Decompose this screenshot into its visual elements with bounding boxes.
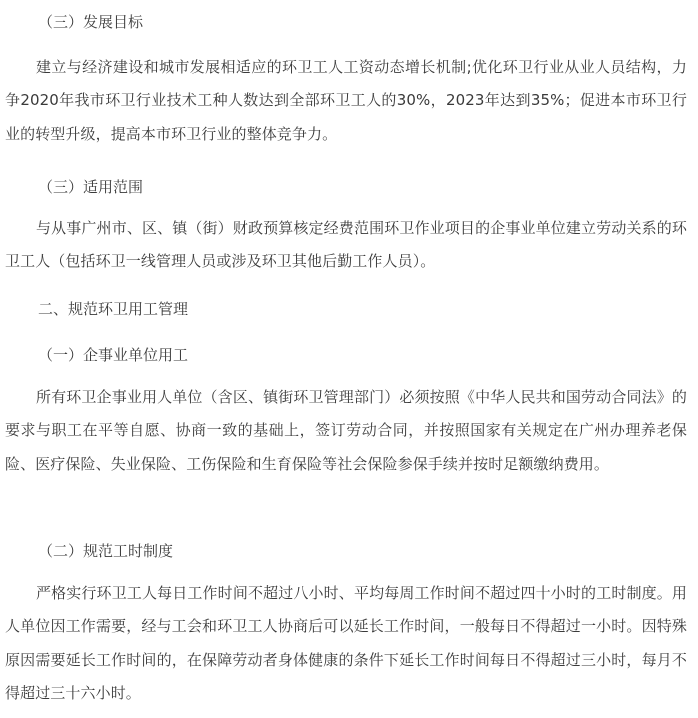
paragraph-scope: 与从事广州市、区、镇（街）财政预算核定经费范围环卫作业项目的企事业单位建立劳动关系的环卫工人（包括环卫一线管理人员或涉及环卫其他后勤工作人员）。	[5, 219, 687, 271]
paragraph-development-goals: 建立与经济建设和城市发展相适应的环卫工人工资动态增长机制;优化环卫行业从业人员结构，力争2020年我市环卫行业技术工种人数达到全部环卫工人的30%，2023年达到35%；促进本市环卫行业的转型升级，提高本市环卫行业的整体竞争力。	[5, 58, 687, 143]
section-heading-enterprise-employment: （一）企事业单位用工	[38, 346, 189, 364]
paragraph-enterprise-employment: 所有环卫企事业用人单位（含区、镇街环卫管理部门）必须按照《中华人民共和国劳动合同法》的要求与职工在平等自愿、协商一致的基础上，签订劳动合同，并按照国家有关规定在广州办理养老保险、医疗保险、失业保险、工伤保险和生育保险等社会保险参保手续并按时足额缴纳费用。	[5, 388, 687, 473]
section-heading-scope: （三）适用范围	[38, 178, 144, 196]
section-heading-employment-management: 二、规范环卫用工管理	[38, 300, 189, 318]
section-heading-working-hours: （二）规范工时制度	[38, 542, 174, 560]
section-heading-development-goals: （三）发展目标	[38, 13, 144, 31]
paragraph-working-hours: 严格实行环卫工人每日工作时间不超过八小时、平均每周工作时间不超过四十小时的工时制度。用人单位因工作需要，经与工会和环卫工人协商后可以延长工作时间，一般每日不得超过一小时。因特殊原因需要延长工作时间的，在保障劳动者身体健康的条件下延长工作时间每日不得超过三小时，每月不得超过三十六小时。	[5, 584, 687, 702]
